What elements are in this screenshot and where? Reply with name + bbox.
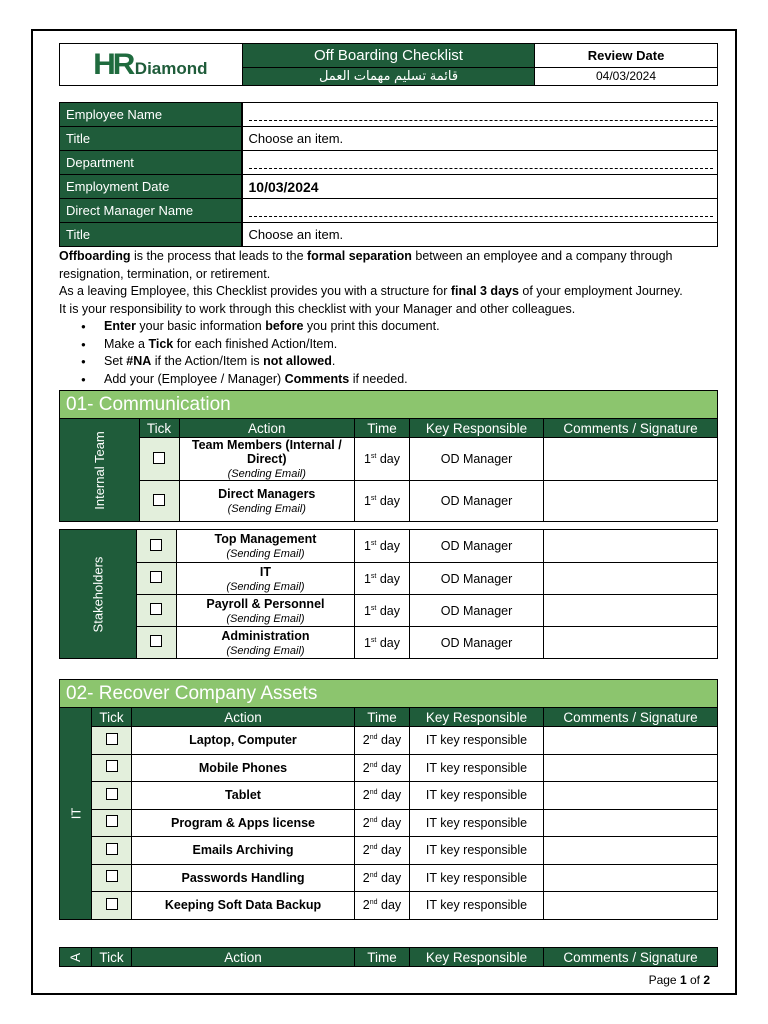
action-cell: Laptop, Computer bbox=[132, 727, 355, 755]
table-row bbox=[60, 563, 718, 595]
header-table bbox=[59, 43, 718, 86]
comment-field[interactable] bbox=[544, 727, 718, 755]
employee-info-table bbox=[59, 102, 718, 247]
tick-checkbox[interactable] bbox=[139, 438, 179, 481]
col-time: Time bbox=[355, 948, 410, 967]
time-cell: 1st day bbox=[355, 563, 410, 595]
review-date-label: Review Date bbox=[535, 44, 718, 68]
action-cell: Top Management (Sending Email) bbox=[176, 530, 354, 563]
action-cell: Payroll & Personnel (Sending Email) bbox=[176, 595, 354, 627]
intro-paragraph: It is your responsibility to work through this checklist with your Manager and other colleagues. bbox=[59, 301, 576, 316]
comment-field[interactable] bbox=[544, 595, 718, 627]
section-recover-assets-title: 02- Recover Company Assets bbox=[59, 679, 718, 707]
time-cell: 1st day bbox=[355, 595, 410, 627]
col-time: Time bbox=[355, 419, 410, 438]
list-item: ● Add your (Employee / Manager) Comments if needed. bbox=[80, 371, 719, 389]
key-cell: IT key responsible bbox=[410, 837, 544, 865]
key-cell: IT key responsible bbox=[410, 727, 544, 755]
time-cell: 2nd day bbox=[355, 837, 410, 865]
col-key-responsible: Key Responsible bbox=[410, 708, 544, 727]
page-number: Page 1 of 2 bbox=[648, 973, 710, 987]
action-cell: Administration (Sending Email) bbox=[176, 627, 354, 659]
comment-field[interactable] bbox=[544, 809, 718, 837]
col-action: Action bbox=[132, 948, 355, 967]
review-date-value[interactable]: 04/03/2024 bbox=[535, 67, 718, 85]
info-label: Title bbox=[60, 223, 242, 247]
group-label-stakeholders: Stakeholders bbox=[60, 530, 137, 659]
table-row bbox=[60, 782, 718, 810]
intro-paragraph: Offboarding is the process that leads to the formal separation between an employee and a company through resignation, termination, or retirement. bbox=[59, 249, 673, 281]
communication-internal-table bbox=[59, 418, 718, 522]
col-comments: Comments / Signature bbox=[544, 708, 718, 727]
key-cell: IT key responsible bbox=[410, 809, 544, 837]
logo-mark: HR bbox=[93, 47, 133, 81]
recover-assets-table bbox=[59, 707, 718, 920]
action-cell: Team Members (Internal / Direct) (Sending Email) bbox=[179, 438, 354, 481]
info-row bbox=[60, 103, 718, 127]
table-row bbox=[60, 530, 718, 563]
logo bbox=[60, 44, 243, 86]
action-cell: Keeping Soft Data Backup bbox=[132, 892, 355, 920]
time-cell: 2nd day bbox=[355, 864, 410, 892]
table-row bbox=[60, 438, 718, 481]
key-cell: IT key responsible bbox=[410, 754, 544, 782]
col-action: Action bbox=[132, 708, 355, 727]
tick-checkbox[interactable] bbox=[92, 892, 132, 920]
action-cell: Mobile Phones bbox=[132, 754, 355, 782]
info-label: Employee Name bbox=[60, 103, 242, 127]
list-item: ● Enter your basic information before you print this document. bbox=[80, 318, 719, 336]
intro-text bbox=[59, 248, 719, 388]
time-cell: 1st day bbox=[355, 627, 410, 659]
tick-checkbox[interactable] bbox=[139, 481, 179, 522]
info-row bbox=[60, 127, 718, 151]
comment-field[interactable] bbox=[544, 563, 718, 595]
action-cell: Tablet bbox=[132, 782, 355, 810]
col-tick: Tick bbox=[92, 948, 132, 967]
col-comments: Comments / Signature bbox=[544, 419, 718, 438]
list-item: ● Set #NA if the Action/Item is not allowed. bbox=[80, 353, 719, 371]
table-row bbox=[60, 627, 718, 659]
info-row bbox=[60, 223, 718, 247]
comment-field[interactable] bbox=[544, 481, 718, 522]
time-cell: 1st day bbox=[355, 481, 410, 522]
time-cell: 1st day bbox=[355, 438, 410, 481]
comment-field[interactable] bbox=[544, 530, 718, 563]
group-label-a: A bbox=[60, 948, 92, 967]
intro-paragraph: As a leaving Employee, this Checklist provides you with a structure for final 3 days of your employment Journey. bbox=[59, 284, 683, 298]
instructions-list bbox=[80, 318, 719, 388]
employment-date-field[interactable]: 10/03/2024 bbox=[242, 175, 718, 199]
comment-field[interactable] bbox=[544, 864, 718, 892]
table-row bbox=[60, 754, 718, 782]
info-row bbox=[60, 175, 718, 199]
time-cell: 2nd day bbox=[355, 782, 410, 810]
col-key-responsible: Key Responsible bbox=[410, 948, 544, 967]
document-title: Off Boarding Checklist bbox=[243, 44, 535, 68]
list-item: ● Make a Tick for each finished Action/Item. bbox=[80, 336, 719, 354]
info-row bbox=[60, 199, 718, 223]
time-cell: 2nd day bbox=[355, 892, 410, 920]
tick-checkbox[interactable] bbox=[92, 864, 132, 892]
group-label-it: IT bbox=[60, 708, 92, 920]
key-cell: OD Manager bbox=[410, 595, 544, 627]
action-cell: Program & Apps license bbox=[132, 809, 355, 837]
action-cell: Emails Archiving bbox=[132, 837, 355, 865]
key-cell: OD Manager bbox=[410, 563, 544, 595]
time-cell: 2nd day bbox=[355, 809, 410, 837]
comment-field[interactable] bbox=[544, 782, 718, 810]
table-row bbox=[60, 595, 718, 627]
manager-name-field[interactable] bbox=[242, 199, 718, 223]
tick-checkbox[interactable] bbox=[92, 727, 132, 755]
manager-title-select[interactable]: Choose an item. bbox=[242, 223, 718, 247]
comment-field[interactable] bbox=[544, 837, 718, 865]
tick-checkbox[interactable] bbox=[136, 563, 176, 595]
comment-field[interactable] bbox=[544, 754, 718, 782]
key-cell: OD Manager bbox=[410, 530, 544, 563]
section-communication-title: 01- Communication bbox=[59, 390, 718, 418]
key-cell: IT key responsible bbox=[410, 864, 544, 892]
info-row bbox=[60, 151, 718, 175]
action-cell: Direct Managers (Sending Email) bbox=[179, 481, 354, 522]
comment-field[interactable] bbox=[544, 892, 718, 920]
comment-field[interactable] bbox=[544, 627, 718, 659]
tick-checkbox[interactable] bbox=[136, 627, 176, 659]
key-cell: IT key responsible bbox=[410, 892, 544, 920]
communication-stakeholders-table bbox=[59, 529, 718, 659]
tick-checkbox[interactable] bbox=[92, 837, 132, 865]
key-cell: OD Manager bbox=[410, 627, 544, 659]
logo-text: Diamond bbox=[134, 58, 208, 78]
tick-checkbox[interactable] bbox=[92, 754, 132, 782]
tick-checkbox[interactable] bbox=[136, 530, 176, 563]
col-tick: Tick bbox=[139, 419, 179, 438]
time-cell: 2nd day bbox=[355, 727, 410, 755]
time-cell: 2nd day bbox=[355, 754, 410, 782]
info-label: Employment Date bbox=[60, 175, 242, 199]
time-cell: 1st day bbox=[355, 530, 410, 563]
key-cell: IT key responsible bbox=[410, 782, 544, 810]
col-action: Action bbox=[179, 419, 354, 438]
col-comments: Comments / Signature bbox=[544, 948, 718, 967]
comment-field[interactable] bbox=[544, 438, 718, 481]
department-field[interactable] bbox=[242, 151, 718, 175]
info-label: Title bbox=[60, 127, 242, 151]
table-row bbox=[60, 481, 718, 522]
key-cell: OD Manager bbox=[410, 481, 544, 522]
group-label-internal: Internal Team bbox=[60, 419, 140, 522]
table-row bbox=[60, 809, 718, 837]
employee-name-field[interactable] bbox=[242, 103, 718, 127]
key-cell: OD Manager bbox=[410, 438, 544, 481]
col-key-responsible: Key Responsible bbox=[410, 419, 544, 438]
tick-checkbox[interactable] bbox=[92, 782, 132, 810]
title-select[interactable]: Choose an item. bbox=[242, 127, 718, 151]
action-cell: Passwords Handling bbox=[132, 864, 355, 892]
next-section-header bbox=[59, 947, 718, 967]
tick-checkbox[interactable] bbox=[136, 595, 176, 627]
col-time: Time bbox=[355, 708, 410, 727]
table-row bbox=[60, 837, 718, 865]
info-label: Department bbox=[60, 151, 242, 175]
action-cell: IT (Sending Email) bbox=[176, 563, 354, 595]
table-row bbox=[60, 864, 718, 892]
table-row bbox=[60, 892, 718, 920]
col-tick: Tick bbox=[92, 708, 132, 727]
table-row bbox=[60, 727, 718, 755]
info-label: Direct Manager Name bbox=[60, 199, 242, 223]
tick-checkbox[interactable] bbox=[92, 809, 132, 837]
document-title-arabic: قائمة تسليم مهمات العمل bbox=[243, 67, 535, 85]
